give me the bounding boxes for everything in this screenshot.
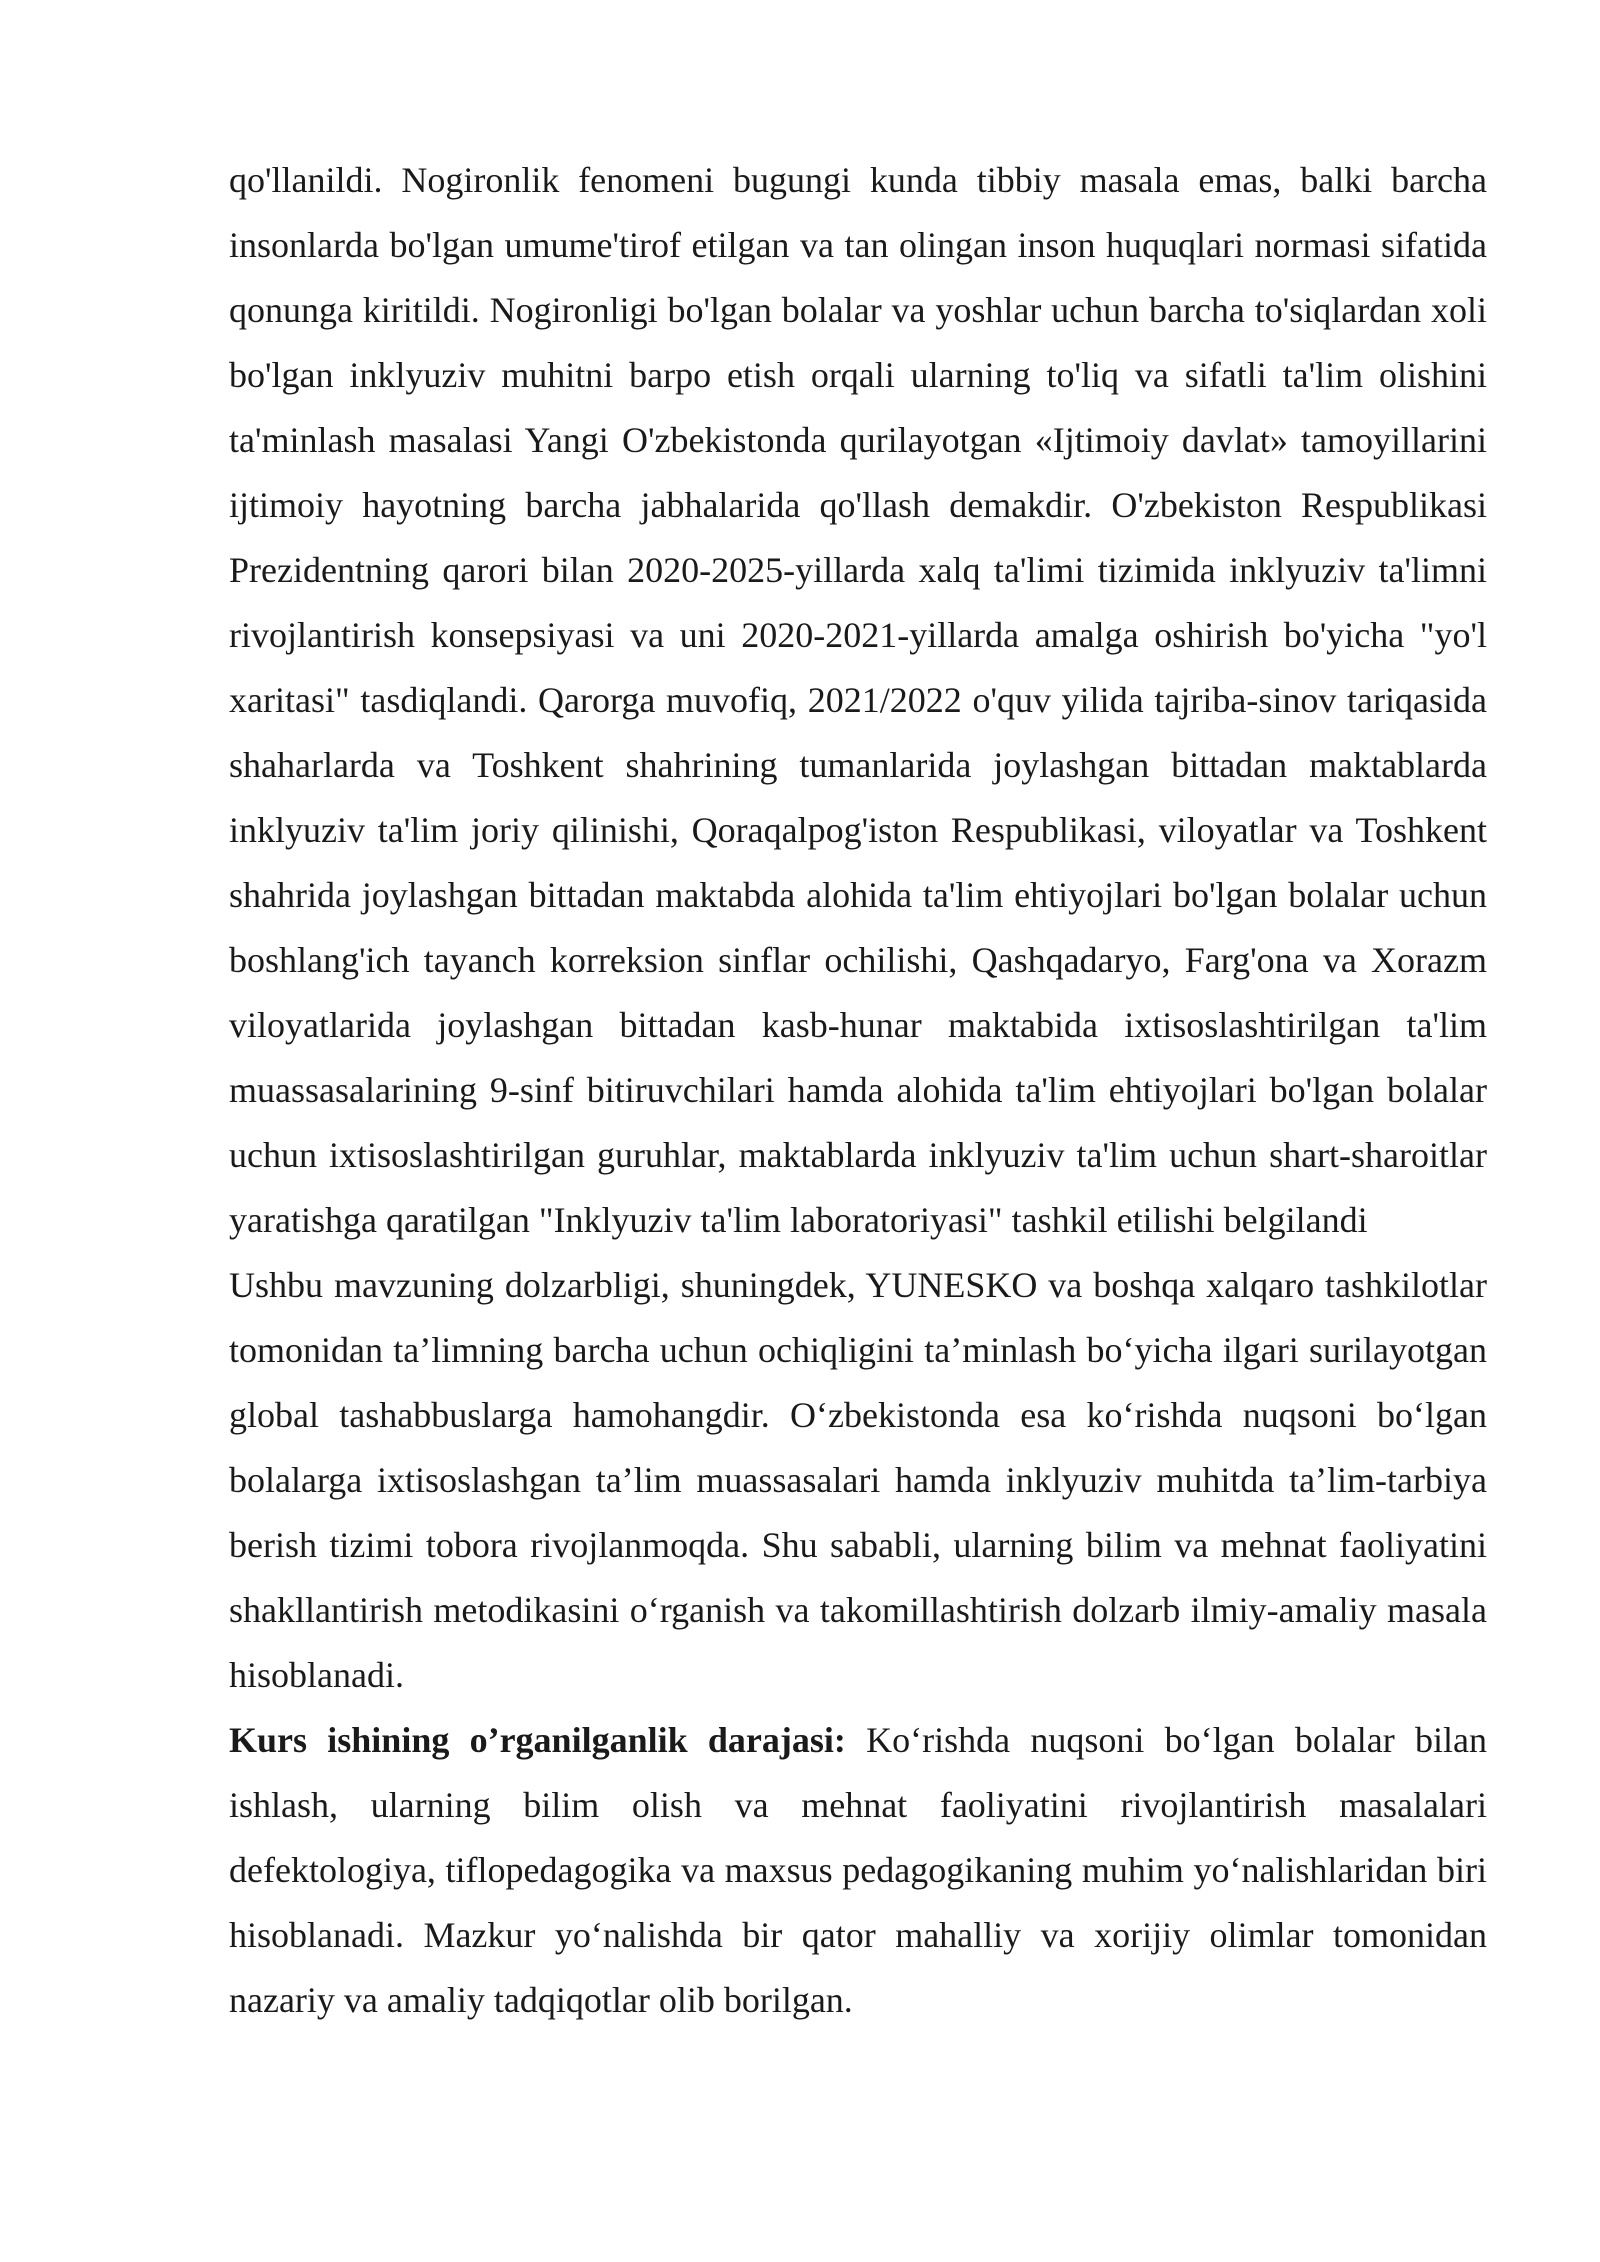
document-body: [229, 148, 1487, 2033]
paragraph-inclusive-education-decree: qo'llanildi. Nogironlik fenomeni bugungi kunda tibbiy masala emas, balki barcha insonlarda bo'lgan umume'tirof etilgan va tan olingan inson huquqlari normasi sifatida qonunga kiritildi. Nogironligi bo'lgan bolalar va yoshlar uchun barcha to'siqlardan xoli bo'lgan inklyuziv muhitni barpo etish orqali ularning to'liq va sifatli ta'lim olishini ta'minlash masalasi Yangi O'zbekistonda qurilayotgan «Ijtimoiy davlat» tamoyillarini ijtimoiy hayotning barcha jabhalarida qo'llash demakdir. O'zbekiston Respublikasi Prezidentning qarori bilan 2020-2025-yillarda xalq ta'limi tizimida inklyuziv ta'limni rivojlantirish konsepsiyasi va uni 2020-2021-yillarda amalga oshirish bo'yicha "yo'l xaritasi" tasdiqlandi. Qarorga muvofiq, 2021/2022 o'quv yilida tajriba-sinov tariqasida shaharlarda va Toshkent shahrining tumanlarida joylashgan bittadan maktablarda inklyuziv ta'lim joriy qilinishi, Qoraqalpog'iston Respublikasi, viloyatlar va Toshkent shahrida joylashgan bittadan maktabda alohida ta'lim ehtiyojlari bo'lgan bolalar uchun boshlang'ich tayanch korreksion sinflar ochilishi, Qashqadaryo, Farg'ona va Xorazm viloyatlarida joylashgan bittadan kasb-hunar maktabida ixtisoslashtirilgan ta'lim muassasalarining 9-sinf bitiruvchilari hamda alohida ta'lim ehtiyojlari bo'lgan bolalar uchun ixtisoslashtirilgan guruhlar, maktablarda inklyuziv ta'lim uchun shart-sharoitlar yaratishga qaratilgan "Inklyuziv ta'lim laboratoriyasi" tashkil etilishi belgilandi: [229, 160, 1487, 1240]
study-level-text: Ko‘rishda nuqsoni bo‘lgan bolalar bilan ishlash, ularning bilim olish va mehnat faoliyatini rivojlantirish masalalari defektologiya, tiflopedagogika va maxsus pedagogikaning muhim yo‘nalishlaridan biri hisoblanadi. Mazkur yo‘nalishda bir qator mahalliy va xorijiy olimlar tomonidan nazariy va amaliy tadqiqotlar olib borilgan.: [229, 1720, 1487, 2020]
paragraph-study-level: [229, 1708, 1487, 2033]
study-level-heading: Kurs ishining o’rganilganlik darajasi:: [229, 1720, 846, 1760]
paragraph-topic-relevance: Ushbu mavzuning dolzarbligi, shuningdek, YUNESKO va boshqa xalqaro tashkilotlar tomonidan ta’limning barcha uchun ochiqligini ta’minlash bo‘yicha ilgari surilayotgan global tashabbuslarga hamohangdir. O‘zbekistonda esa ko‘rishda nuqsoni bo‘lgan bolalarga ixtisoslashgan ta’lim muassasalari hamda inklyuziv muhitda ta’lim-tarbiya berish tizimi tobora rivojlanmoqda. Shu sababli, ularning bilim va mehnat faoliyatini shakllantirish metodikasini o‘rganish va takomillashtirish dolzarb ilmiy-amaliy masala hisoblanadi.: [229, 1265, 1487, 1695]
